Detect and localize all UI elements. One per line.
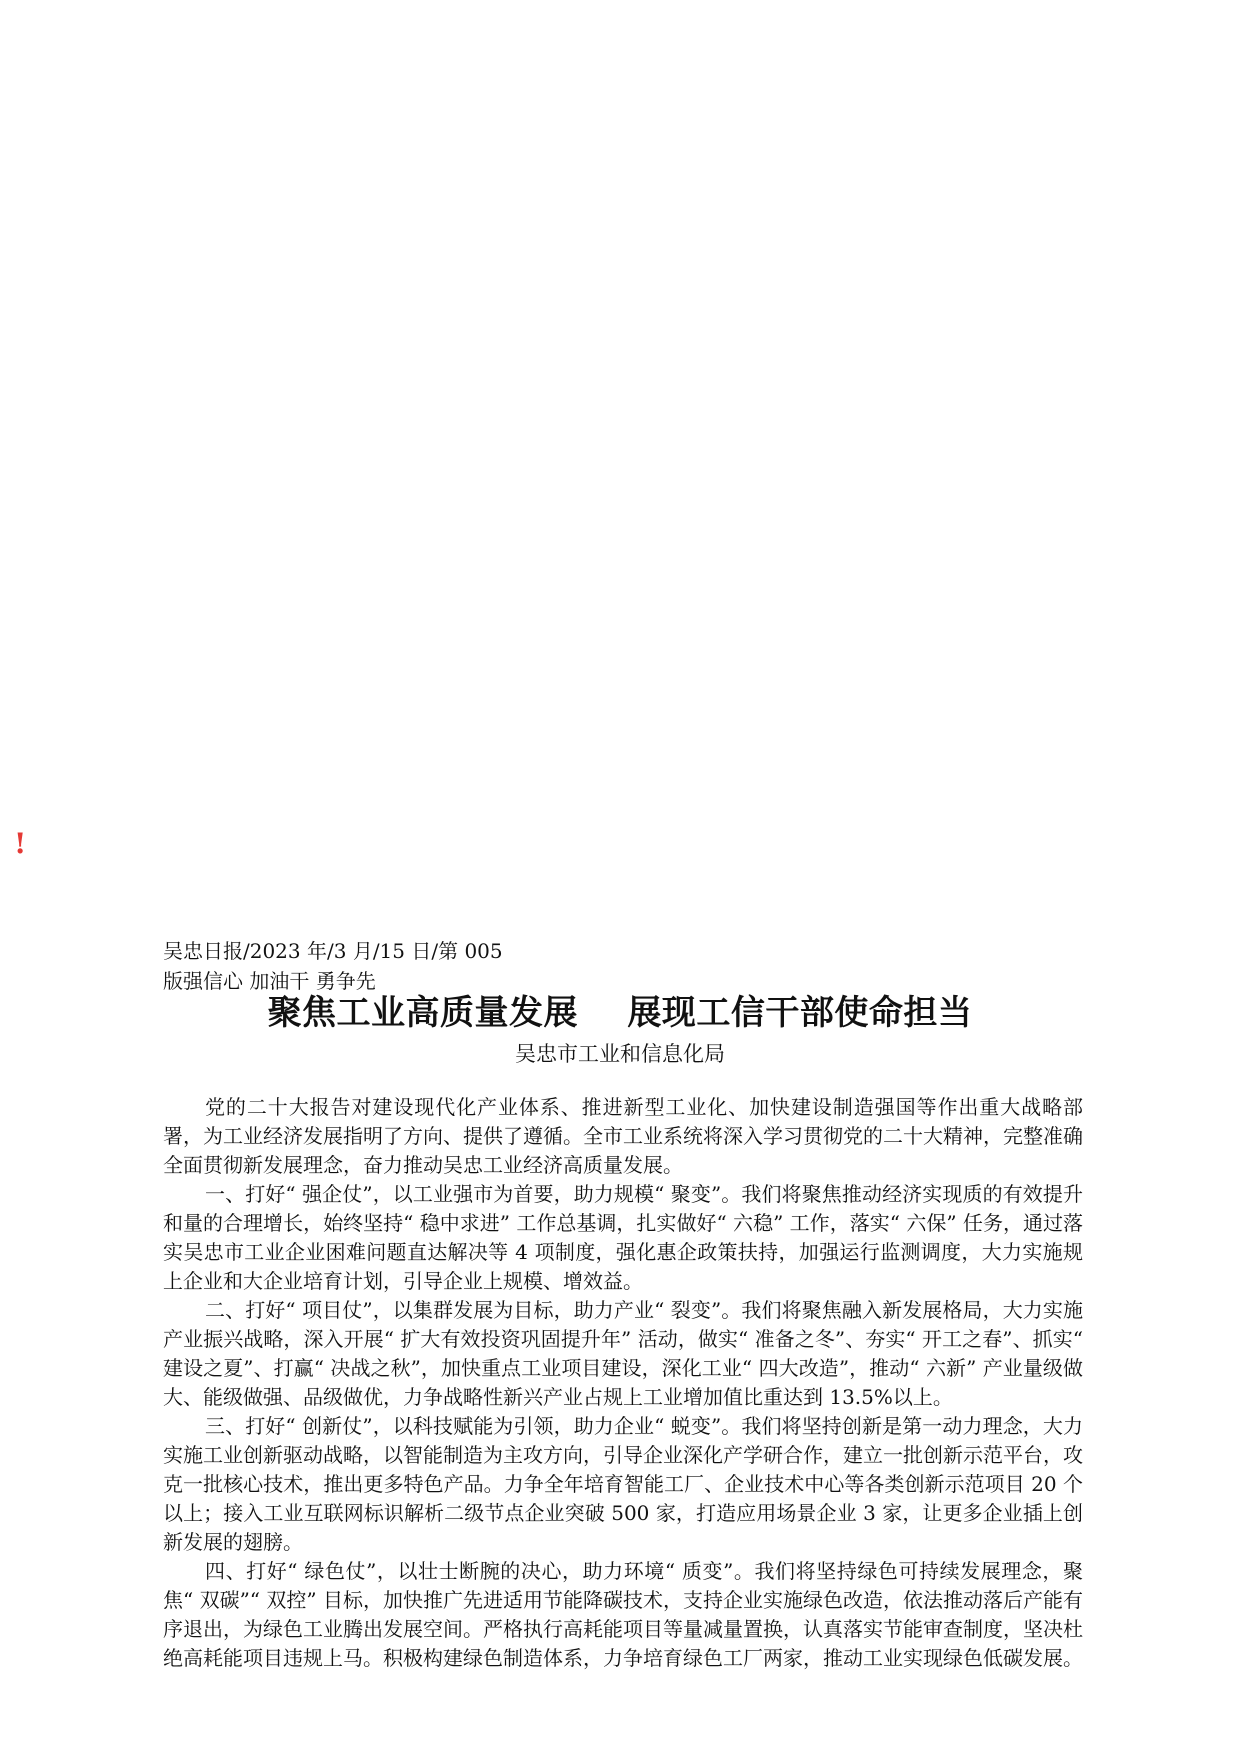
publication-info: 吴忠日报/2023 年/3 月/15 日/第 005	[163, 939, 503, 963]
paragraph-2: 二、打好“ 项目仗”，以集群发展为目标，助力产业“ 裂变”。我们将聚焦融入新发展格局，大力实施产业振兴战略，深入开展“ 扩大有效投资巩固提升年” 活动，做实“ 准备之冬”、夯实“ 开工之春”、抓实“ 建设之夏”、打赢“ 决战之秋”，加快重点工业项目建设，深化工业“ 四大改造”，推动“ 六新” 产业量级做大、能级做强、品级做优，力争战略性新兴产业占规上工业增加值比重达到 13.5%以上。	[163, 1298, 1083, 1409]
paragraph-1: 一、打好“ 强企仗”，以工业强市为首要，助力规模“ 聚变”。我们将聚焦推动经济实现质的有效提升和量的合理增长，始终坚持“ 稳中求进” 工作总基调，扎实做好“ 六稳” 工作，落实“ 六保” 任务，通过落实吴忠市工业企业困难问题直达解决等 4 项制度，强化惠企政策扶持，加强运行监测调度，大力实施规上企业和大企业培育计划，引导企业上规模、增效益。	[163, 1182, 1083, 1293]
paragraph-3: 三、打好“ 创新仗”，以科技赋能为引领，助力企业“ 蜕变”。我们将坚持创新是第一动力理念，大力实施工业创新驱动战略，以智能制造为主攻方向，引导企业深化产学研合作，建立一批创新示范平台，攻克一批核心技术，推出更多特色产品。力争全年培育智能工厂、企业技术中心等各类创新示范项目 20 个以上；接入工业互联网标识解析二级节点企业突破 500 家，打造应用场景企业 3 家，让更多企业插上创新发展的翅膀。	[163, 1414, 1083, 1554]
paragraph-4: 四、打好“ 绿色仗”，以壮士断腕的决心，助力环境“ 质变”。我们将坚持绿色可持续发展理念，聚焦“ 双碳”“ 双控” 目标，加快推广先进适用节能降碳技术，支持企业实施绿色改造，依法推动落后产能有序退出，为绿色工业腾出发展空间。严格执行高耗能项目等量减量置换，认真落实节能审查制度，坚决杜绝高耗能项目违规上马。积极构建绿色制造体系，力争培育绿色工厂两家，推动工业实现绿色低碳发展。	[163, 1559, 1083, 1670]
warning-mark: !	[14, 827, 27, 860]
article-author: 吴忠市工业和信息化局	[515, 1042, 725, 1066]
section-slogan: 版强信心 加油干 勇争先	[163, 969, 376, 993]
article-body	[163, 1093, 1083, 1673]
article-title: 聚焦工业高质量发展 展现工信干部使命担当	[267, 993, 973, 1033]
paragraph-intro: 党的二十大报告对建设现代化产业体系、推进新型工业化、加快建设制造强国等作出重大战略部署，为工业经济发展指明了方向、提供了遵循。全市工业系统将深入学习贯彻党的二十大精神，完整准确全面贯彻新发展理念，奋力推动吴忠工业经济高质量发展。	[163, 1095, 1083, 1177]
